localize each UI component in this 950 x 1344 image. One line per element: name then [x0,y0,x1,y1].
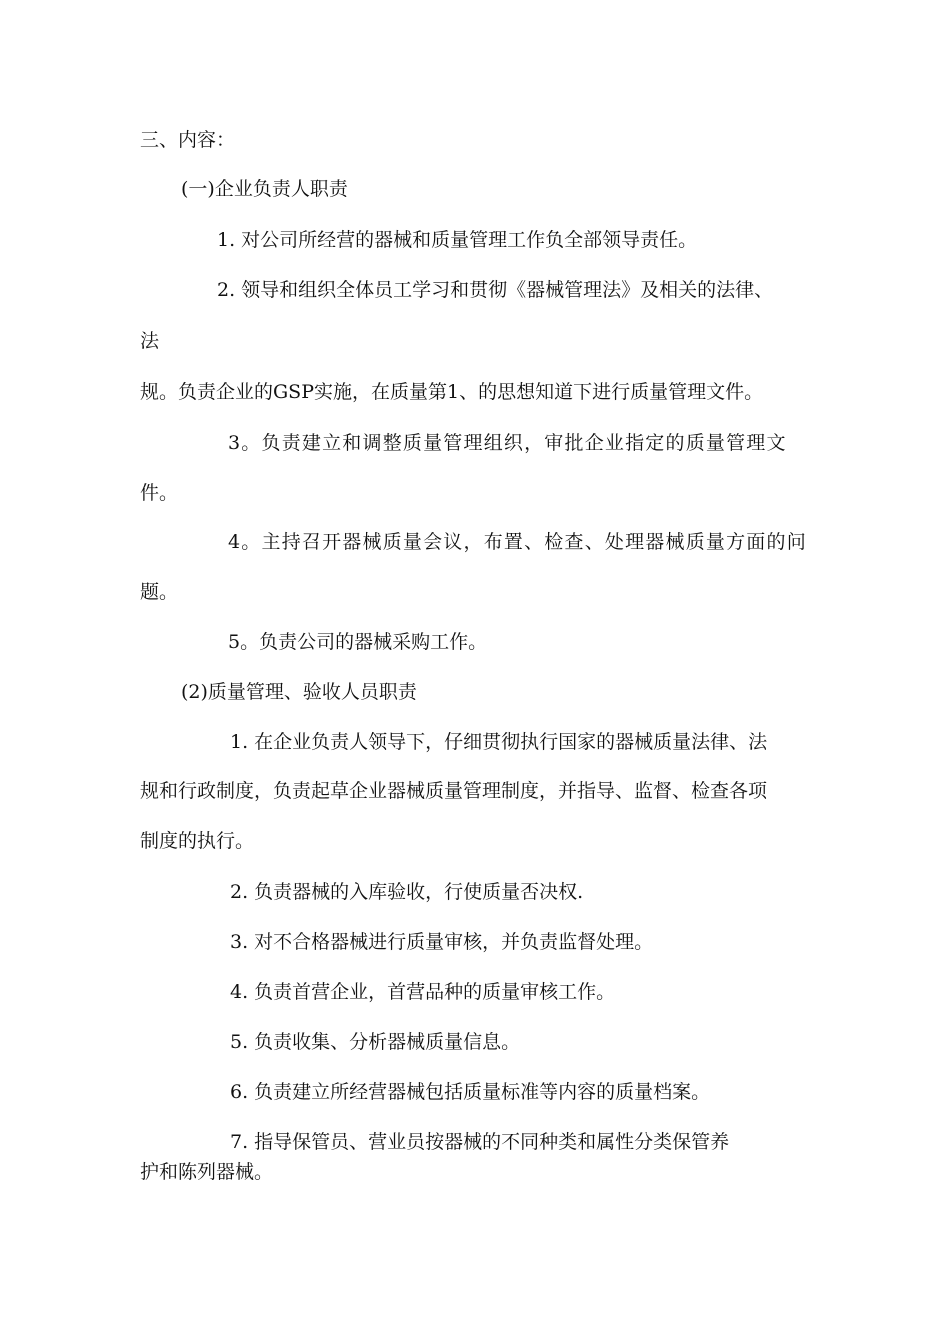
part2-item-4: 4. 负责首营企业，首营品种的质量审核工作。 [230,981,616,1003]
part1-item-4: 4。主持召开器械质量会议，布置、检查、处理器械质量方面的问 [228,531,807,553]
part1-item-1: 1. 对公司所经营的器械和质量管理工作负全部领导责任。 [217,229,698,251]
part2-item-1-cont-1: 规和行政制度，负责起草企业器械质量管理制度，并指导、监督、检查各项 [140,780,768,802]
part1-item-3-cont: 件。 [140,482,179,504]
part1-item-2-cont-2: 规。负责企业的GSP实施，在质量第1、的思想知道下进行质量管理文件。 [140,381,764,403]
part2-item-5: 5. 负责收集、分析器械质量信息。 [230,1031,521,1053]
part2-item-1: 1. 在企业负责人领导下，仔细贯彻执行国家的器械质量法律、法 [230,731,768,753]
part2-heading: (2)质量管理、验收人员职责 [181,681,417,703]
part1-item-4-cont: 题。 [140,581,179,603]
part2-item-6: 6. 负责建立所经营器械包括质量标准等内容的质量档案。 [230,1081,711,1103]
part2-item-7: 7. 指导保管员、营业员按器械的不同种类和属性分类保管养 [230,1131,730,1153]
section-heading: 三、内容： [140,129,236,151]
part1-item-2-cont-1: 法 [140,330,160,352]
part1-item-2: 2. 领导和组织全体员工学习和贯彻《器械管理法》及相关的法律、 [217,279,774,301]
part1-item-5: 5。负责公司的器械采购工作。 [228,631,488,653]
part1-item-3: 3。负责建立和调整质量管理组织，审批企业指定的质量管理文 [228,432,787,454]
part2-item-3: 3. 对不合格器械进行质量审核，并负责监督处理。 [230,931,654,953]
part1-heading: (一)企业负责人职责 [181,178,348,200]
part2-item-1-cont-2: 制度的执行。 [140,830,255,852]
part2-item-2: 2. 负责器械的入库验收，行使质量否决权. [230,881,584,903]
part2-item-7-cont: 护和陈列器械。 [140,1161,274,1183]
